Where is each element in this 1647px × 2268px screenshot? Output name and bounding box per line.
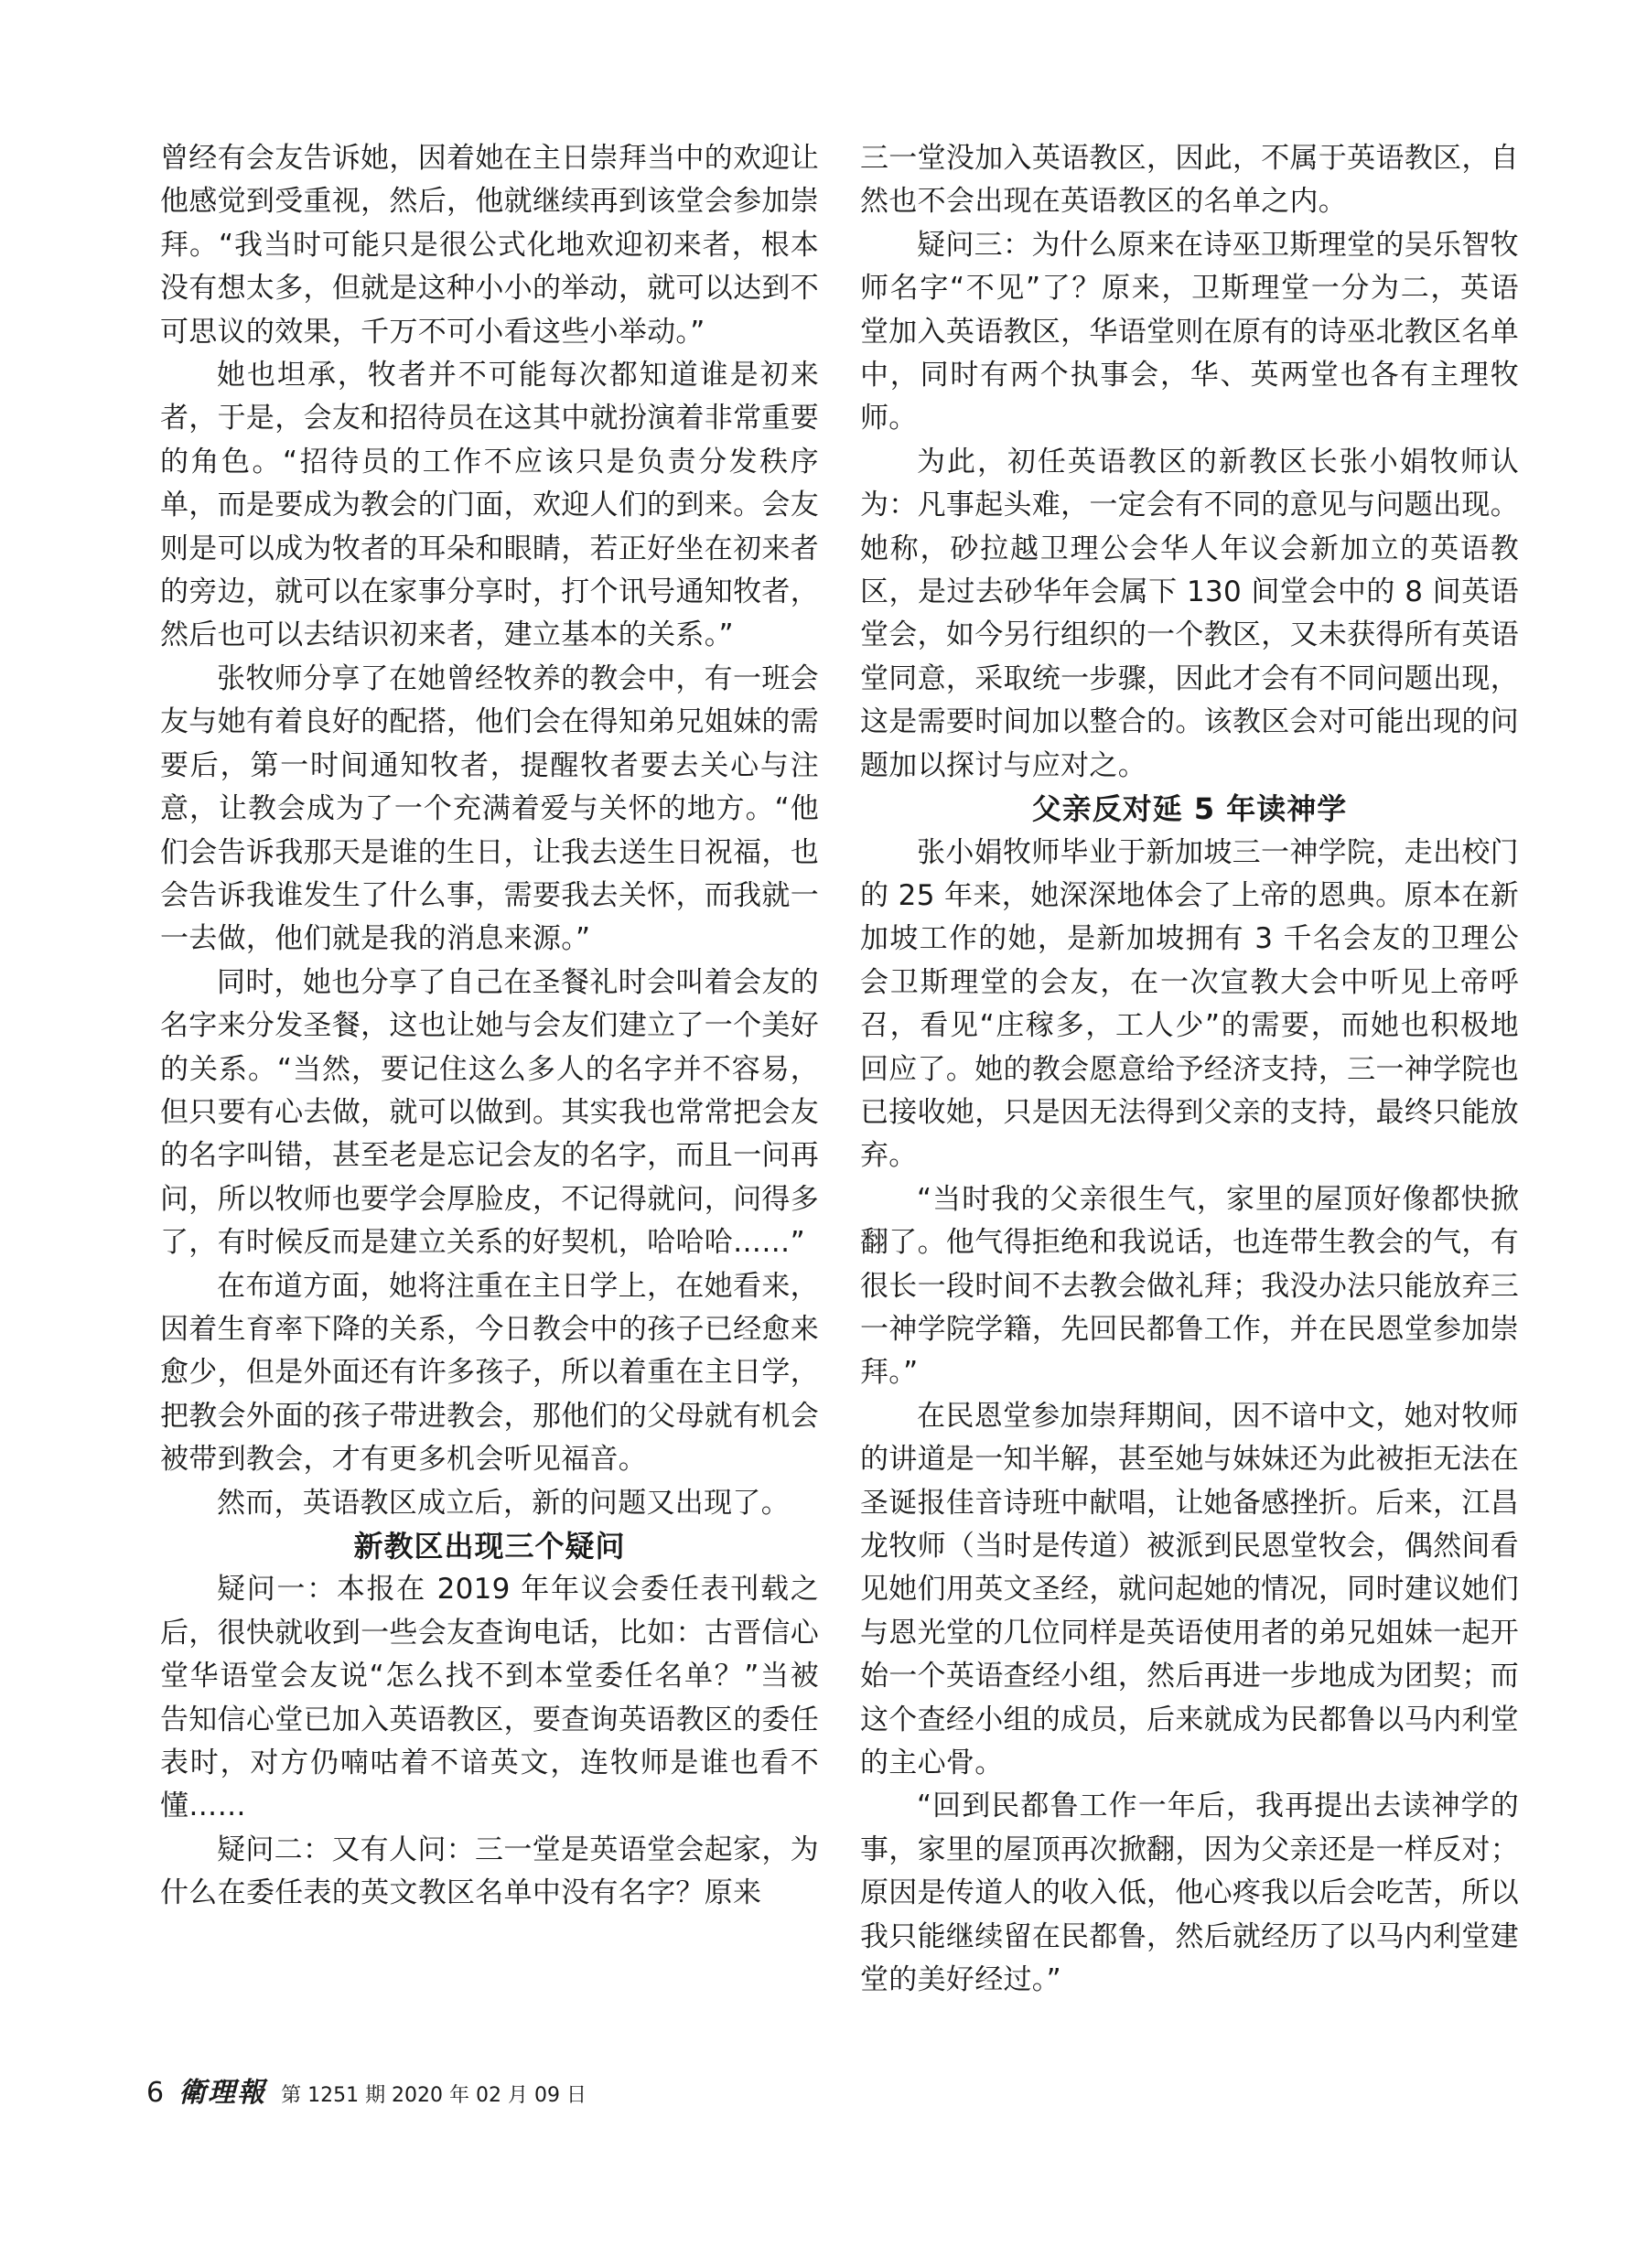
paragraph: 张小娟牧师毕业于新加坡三一神学院，走出校门的 25 年来，她深深地体会了上帝的恩典。原本在新加坡工作的她，是新加坡拥有 3 千名会友的卫理公会卫斯理堂的会友，在一次宣教大会中听见上帝呼召，看见“庄稼多，工人少”的需要，而她也积极地回应了。她的教会愿意给予经济支持，三一神学院也已接收她，只是因无法得到父亲的支持，最终只能放弃。 bbox=[860, 835, 1519, 1173]
left-column bbox=[160, 137, 819, 1916]
right-column bbox=[860, 137, 1519, 2002]
paragraph: 疑问一：本报在 2019 年年议会委任表刊载之后，很快就收到一些会友查询电话，比如：古晋信心堂华语堂会友说“怎么找不到本堂委任名单？”当被告知信心堂已加入英语教区，要查询英语教区的委任表时，对方仍喃咕着不谙英文，连牧师是谁也看不懂…… bbox=[160, 1573, 819, 1823]
paragraph: “回到民都鲁工作一年后，我再提出去读神学的事，家里的屋顶再次掀翻，因为父亲还是一样反对；原因是传道人的收入低，他心疼我以后会吃苦，所以我只能继续留在民都鲁，然后就经历了以马内利堂建堂的美好经过。” bbox=[860, 1790, 1519, 1997]
paragraph: 曾经有会友告诉她，因着她在主日崇拜当中的欢迎让他感觉到受重视，然后，他就继续再到该堂会参加崇拜。“我当时可能只是很公式化地欢迎初来者，根本没有想太多，但就是这种小小的举动，就可以达到不可思议的效果，千万不可小看这些小举动。” bbox=[160, 142, 819, 349]
paragraph: “当时我的父亲很生气，家里的屋顶好像都快掀翻了。他气得拒绝和我说话，也连带生教会的气，有很长一段时间不去教会做礼拜；我没办法只能放弃三一神学院学籍，先回民都鲁工作，并在民恩堂参加崇拜。” bbox=[860, 1182, 1519, 1390]
paragraph: 在民恩堂参加崇拜期间，因不谙中文，她对牧师的讲道是一知半解，甚至她与妹妹还为此被拒无法在圣诞报佳音诗班中献唱，让她备感挫折。后来，江昌龙牧师（当时是传道）被派到民恩堂牧会，偶然间看见她们用英文圣经，就问起她的情况，同时建议她们与恩光堂的几位同样是英语使用者的弟兄姐妹一起开始一个英语查经小组，然后再进一步地成为团契；而这个查经小组的成员，后来就成为民都鲁以马内利堂的主心骨。 bbox=[860, 1399, 1519, 1780]
paragraph: 张牧师分享了在她曾经牧养的教会中，有一班会友与她有着良好的配搭，他们会在得知弟兄姐妹的需要后，第一时间通知牧者，提醒牧者要去关心与注意，让教会成为了一个充满着爱与关怀的地方。“他们会告诉我那天是谁的生日，让我去送生日祝福，也会告诉我谁发生了什么事，需要我去关怀，而我就一一去做，他们就是我的消息来源。” bbox=[160, 661, 819, 956]
paragraph: 在布道方面，她将注重在主日学上，在她看来，因着生育率下降的关系，今日教会中的孩子已经愈来愈少，但是外面还有许多孩子，所以着重在主日学，把教会外面的孩子带进教会，那他们的父母就有机会被带到教会，才有更多机会听见福音。 bbox=[160, 1269, 819, 1477]
paragraph: 三一堂没加入英语教区，因此，不属于英语教区，自然也不会出现在英语教区的名单之内。 bbox=[860, 142, 1519, 219]
paragraph: 她也坦承，牧者并不可能每次都知道谁是初来者，于是，会友和招待员在这其中就扮演着非常重要的角色。“招待员的工作不应该只是负责分发秩序单，而是要成为教会的门面，欢迎人们的到来。会友则是可以成为牧者的耳朵和眼睛，若正好坐在初来者的旁边，就可以在家事分享时，打个讯号通知牧者，然后也可以去结识初来者，建立基本的关系。” bbox=[160, 359, 819, 652]
issue-date: 第 1251 期 2020 年 02 月 09 日 bbox=[281, 2084, 587, 2107]
paragraph: 同时，她也分享了自己在圣餐礼时会叫着会友的名字来分发圣餐，这也让她与会友们建立了一个美好的关系。“当然，要记住这么多人的名字并不容易，但只要有心去做，就可以做到。其实我也常常把会友的名字叫错，甚至老是忘记会友的名字，而且一问再问，所以牧师也要学会厚脸皮，不记得就问，问得多了，有时候反而是建立关系的好契机，哈哈哈……” bbox=[160, 965, 819, 1260]
paragraph: 疑问三：为什么原来在诗巫卫斯理堂的吴乐智牧师名字“不见”了？原来，卫斯理堂一分为二，英语堂加入英语教区，华语堂则在原有的诗巫北教区名单中，同时有两个执事会，华、英两堂也各有主理牧师。 bbox=[860, 228, 1519, 435]
paragraph: 为此，初任英语教区的新教区长张小娟牧师认为：凡事起头难，一定会有不同的意见与问题出现。她称，砂拉越卫理公会华人年议会新加立的英语教区，是过去砂华年会属下 130 间堂会中的 8 间英语堂会，如今另行组织的一个教区，又未获得所有英语堂同意，采取统一步骤，因此才会有不同问题出现，这是需要时间加以整合的。该教区会对可能出现的问题加以探讨与应对之。 bbox=[860, 445, 1519, 782]
masthead-logo: 衛理報 bbox=[178, 2077, 267, 2109]
section-heading: 新教区出现三个疑问 bbox=[353, 1529, 626, 1564]
page-footer bbox=[146, 2069, 587, 2109]
paragraph: 疑问二：又有人问：三一堂是英语堂会起家，为什么在委任表的英文教区名单中没有名字？原来 bbox=[160, 1833, 819, 1910]
section-heading: 父亲反对延 5 年读神学 bbox=[1031, 791, 1348, 827]
paragraph: 然而，英语教区成立后，新的问题又出现了。 bbox=[217, 1486, 790, 1520]
page-number: 6 bbox=[146, 2077, 165, 2109]
